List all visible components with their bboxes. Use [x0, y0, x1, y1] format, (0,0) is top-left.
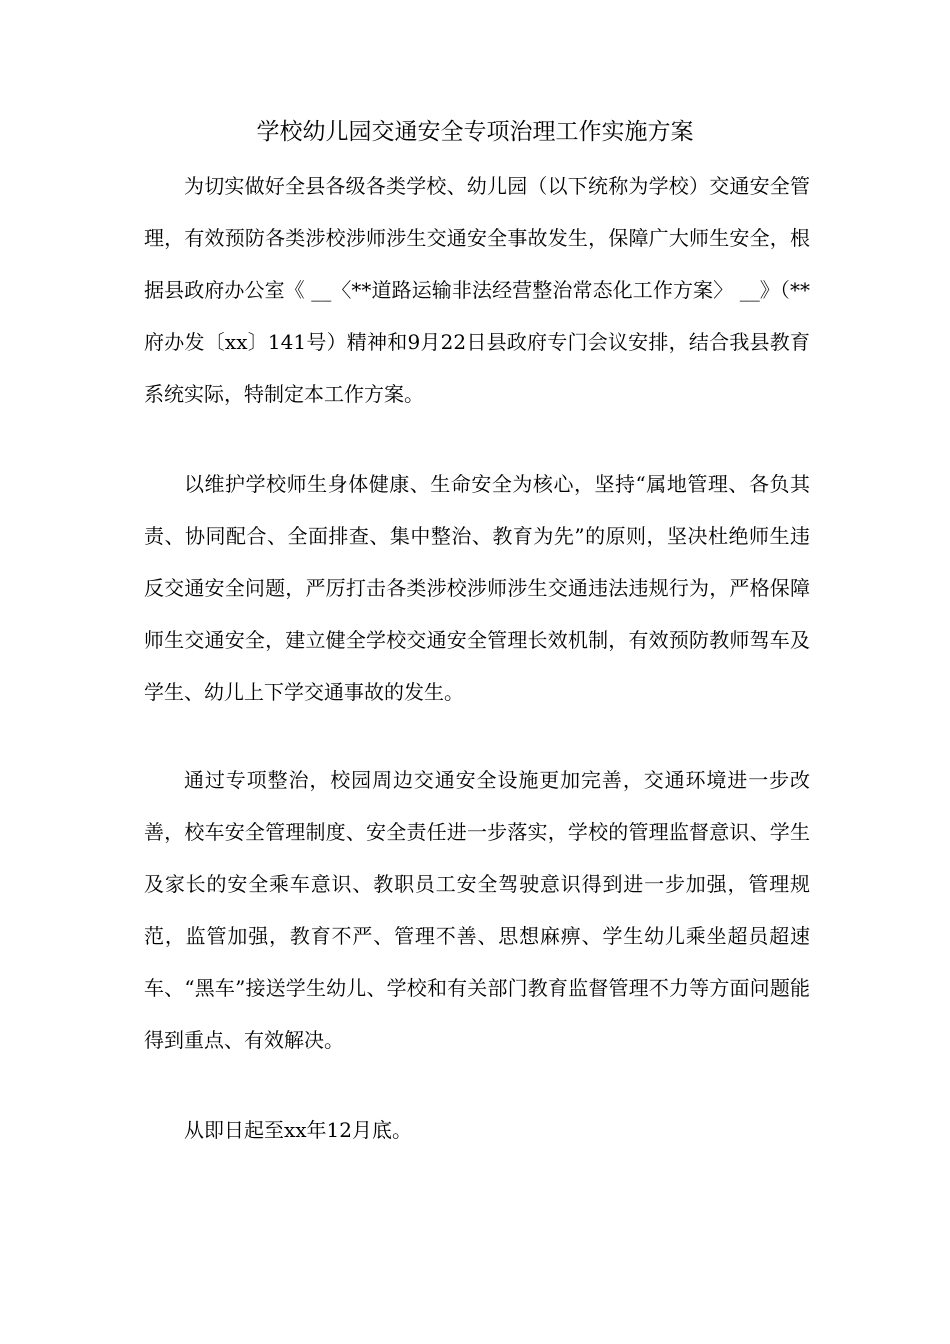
paragraph-principles: 以维护学校师生身体健康、生命安全为核心，坚持“属地管理、各负其责、协同配合、全面排查、集中整治、教育为先”的原则，坚决杜绝师生违反交通安全问题，严厉打击各类涉校涉师涉生交通违法违规行为，严格保障师生交通安全，建立健全学校交通安全管理长效机制，有效预防教师驾车及学生、幼儿上下学交通事故的发生。: [144, 472, 810, 704]
document-title: 学校幼儿园交通安全专项治理工作实施方案: [256, 119, 694, 145]
paragraph-goals: 通过专项整治，校园周边交通安全设施更加完善，交通环境进一步改善，校车安全管理制度、安全责任进一步落实，学校的管理监督意识、学生及家长的安全乘车意识、教职员工安全驾驶意识得到进一步加强，管理规范，监管加强，教育不严、管理不善、思想麻痹、学生幼儿乘坐超员超速车、“黑车”接送学生幼儿、学校和有关部门教育监督管理不力等方面问题能得到重点、有效解决。: [144, 768, 810, 1052]
paragraph-basis: 为切实做好全县各级各类学校、幼儿园（以下统称为学校）交通安全管理，有效预防各类涉校涉师涉生交通安全事故发生，保障广大师生安全，根据县政府办公室《 __〈**道路运输非法经营整治常态化工作方案〉 __》（**府办发〔xx〕141号）精神和9月22日县政府专门会议安排，结合我县教育系统实际，特制定本工作方案。: [144, 174, 810, 406]
paragraph-timeline: 从即日起至xx年12月底。: [184, 1118, 413, 1142]
